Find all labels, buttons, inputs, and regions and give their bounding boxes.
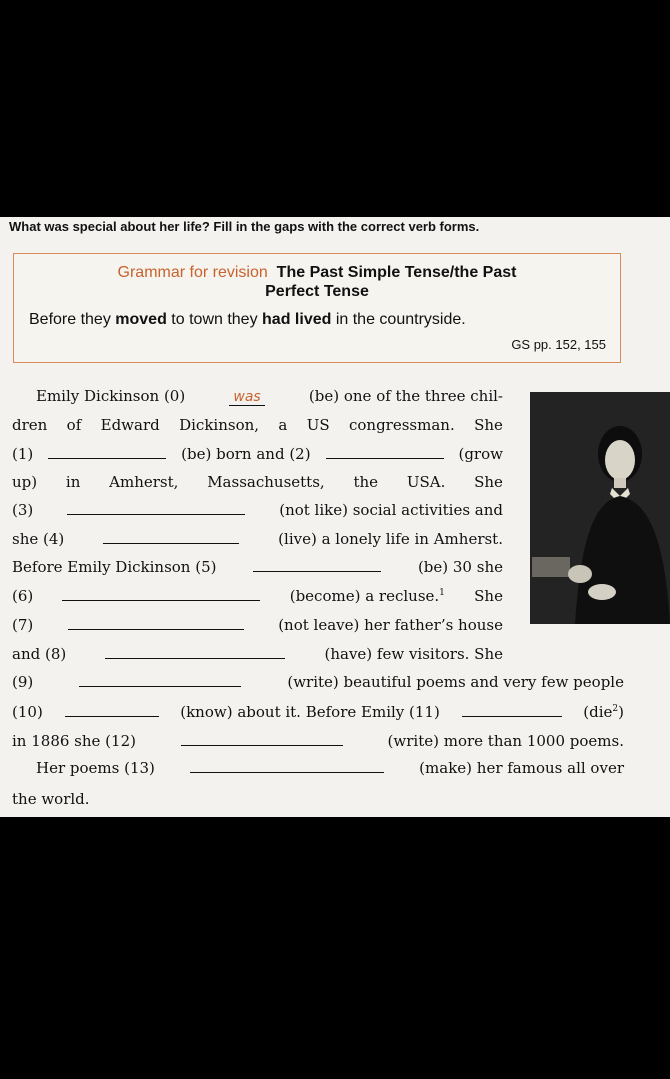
text-line (12, 616, 503, 634)
text-fragment: Emily Dickinson (0) (36, 387, 186, 405)
text-fragment: ) (618, 703, 624, 721)
word: a (278, 416, 288, 434)
text-fragment: She (474, 587, 503, 605)
textbook-page (0, 217, 670, 817)
text-line (36, 759, 624, 777)
gap-10[interactable] (65, 704, 159, 717)
word: Amherst, (109, 473, 179, 491)
text-line (12, 416, 503, 434)
text-line (12, 732, 624, 750)
word: of (66, 416, 82, 434)
text-fragment: (grow (458, 445, 503, 463)
text-fragment (583, 703, 624, 721)
word: dren (12, 416, 48, 434)
gap-3[interactable] (67, 502, 245, 515)
example-text: to town they (166, 311, 263, 328)
text-fragment: (6) (12, 587, 34, 605)
text-fragment: (live) a lonely life in Amherst. (278, 530, 503, 548)
gap-7[interactable] (68, 617, 244, 630)
text-fragment: (die (583, 703, 613, 721)
text-fragment: the world. (12, 790, 90, 808)
text-fragment: (3) (12, 501, 34, 519)
text-line (12, 703, 624, 721)
text-fragment: (become) a recluse. (289, 587, 440, 605)
text-fragment: (1) (12, 445, 34, 463)
gap-2[interactable] (326, 446, 444, 459)
word: Edward (100, 416, 160, 434)
grammar-heading-line1: The Past Simple Tense/the Past (276, 264, 517, 281)
text-fragment: (9) (12, 673, 34, 691)
word: Dickinson, (179, 416, 260, 434)
text-line (12, 558, 503, 576)
text-fragment: (not like) social activities and (279, 501, 503, 519)
word: USA. (406, 473, 446, 491)
word: congressman. (348, 416, 455, 434)
text-fragment: (write) more than 1000 poems. (387, 732, 624, 750)
word: Massachusetts, (207, 473, 325, 491)
text-line (12, 473, 503, 491)
grammar-label: Grammar for revision (117, 264, 268, 281)
text-line (12, 501, 503, 519)
word: US (306, 416, 330, 434)
text-fragment: (make) her famous all over (419, 759, 624, 777)
portrait-illustration (530, 392, 670, 624)
gap-11[interactable] (462, 704, 562, 717)
example-text: in the countryside. (331, 311, 466, 328)
grammar-box-title (14, 263, 620, 301)
example-bold: had lived (262, 311, 332, 328)
text-fragment: in 1886 she (12) (12, 732, 136, 750)
footnote-marker: 1 (439, 588, 445, 598)
text-fragment: (have) few visitors. She (324, 645, 503, 663)
exercise-instruction: What was special about her life? Fill in the gaps with the correct verb forms. (9, 219, 480, 234)
text-fragment: (be) born and (2) (181, 445, 311, 463)
grammar-example (29, 311, 466, 329)
gap-8[interactable] (105, 646, 285, 659)
text-line (36, 387, 503, 406)
gap-6[interactable] (62, 588, 260, 601)
text-fragment: (10) (12, 703, 43, 721)
grammar-reference: GS pp. 152, 155 (511, 337, 606, 352)
word: the (353, 473, 379, 491)
text-fragment: (7) (12, 616, 34, 634)
gap-5[interactable] (253, 559, 381, 572)
text-line (12, 790, 90, 808)
text-fragment: (write) beautiful poems and very few people (287, 673, 624, 691)
text-fragment: she (4) (12, 530, 65, 548)
portrait-image (530, 392, 670, 624)
text-fragment (290, 587, 445, 605)
gap-1[interactable] (48, 446, 166, 459)
text-fragment: (be) one of the three chil- (308, 387, 503, 405)
text-fragment: and (8) (12, 645, 67, 663)
text-line (12, 530, 503, 548)
grammar-heading-line2: Perfect Tense (265, 283, 369, 300)
grammar-box (13, 253, 621, 363)
text-fragment: Her poems (13) (36, 759, 155, 777)
word: She (474, 416, 503, 434)
text-line (12, 645, 503, 663)
footnote-marker: 2 (612, 704, 619, 714)
gap-9[interactable] (79, 674, 241, 687)
word: She (474, 473, 503, 491)
text-fragment: (be) 30 she (417, 558, 503, 576)
text-fragment: (know) about it. Before Emily (11) (180, 703, 440, 721)
text-line (12, 587, 503, 605)
word: in (65, 473, 81, 491)
example-text: Before they (29, 311, 116, 328)
text-line (12, 445, 503, 463)
gap-13[interactable] (190, 760, 384, 773)
answer-example: was (229, 389, 265, 406)
example-bold: moved (115, 311, 167, 328)
word: up) (12, 473, 38, 491)
gap-4[interactable] (103, 531, 239, 544)
text-line (12, 673, 624, 691)
text-fragment: (not leave) her father’s house (278, 616, 503, 634)
gap-12[interactable] (181, 733, 343, 746)
text-fragment: Before Emily Dickinson (5) (12, 558, 217, 576)
